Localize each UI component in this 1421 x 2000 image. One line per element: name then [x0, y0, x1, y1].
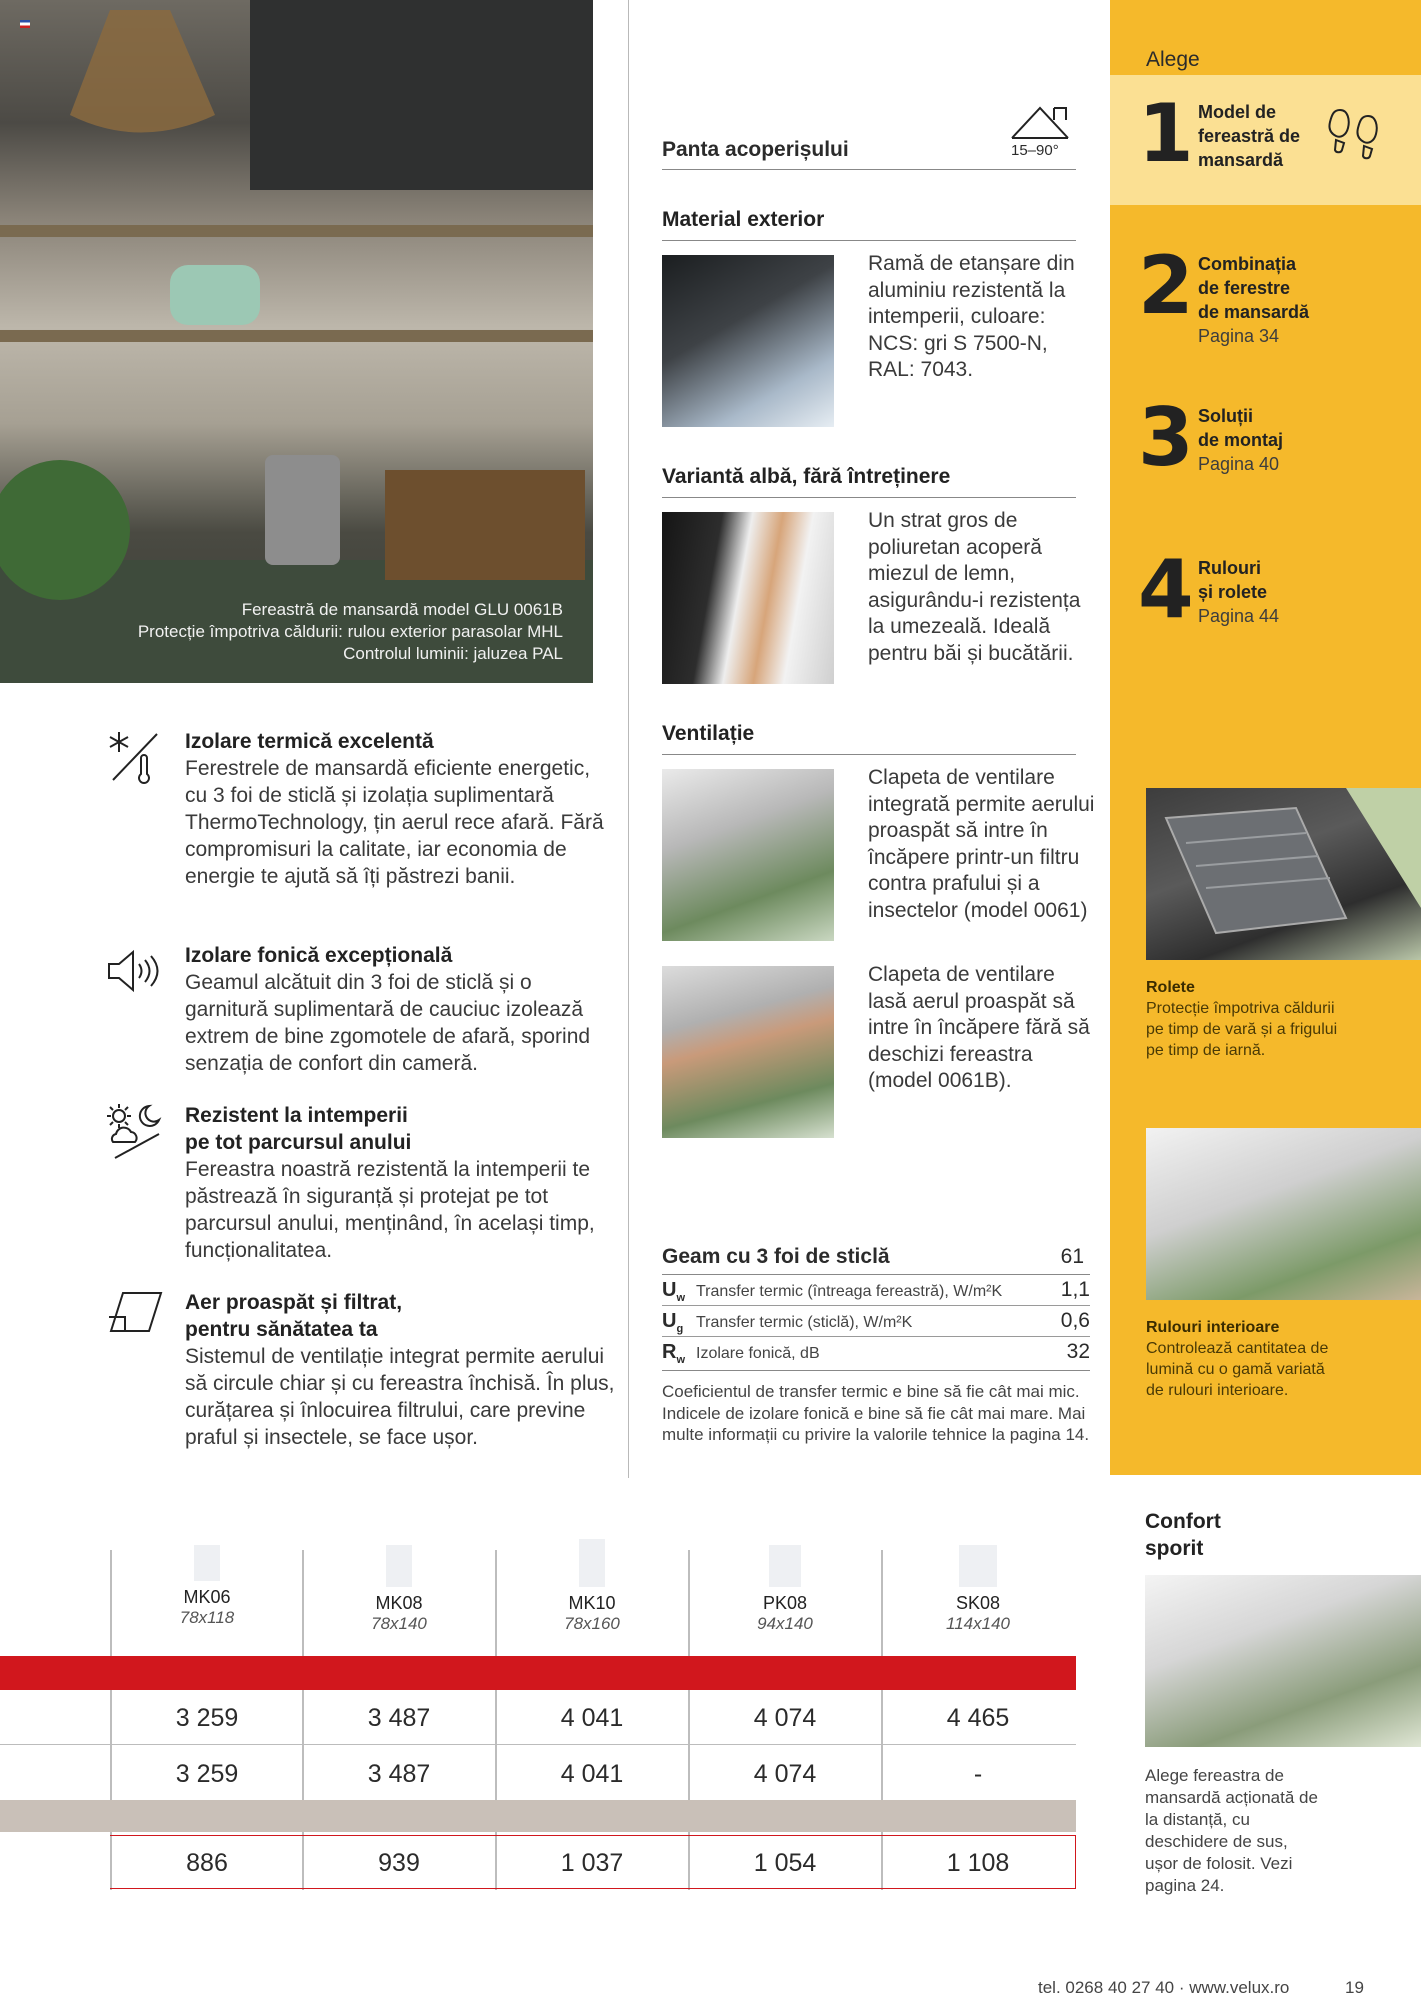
feature-title: Izolare termică excelentă [185, 730, 434, 753]
step-1[interactable]: 1 Model de fereastră de mansardă [1138, 100, 1418, 172]
price-cell: 4 041 [560, 1704, 624, 1732]
size-dimensions: 94x140 [757, 1614, 813, 1633]
price-cell: 3 259 [175, 1760, 239, 1788]
window-size-swatch [769, 1545, 801, 1587]
exterior-photo [662, 255, 834, 427]
feature-text: Geamul alcătuit din 3 foi de sticlă și o garnitură suplimentară de cauciuc izolează extrem de bine zgomotele de afară, sporind senzația de confort din cameră. [185, 971, 591, 1075]
rolete-block [1146, 978, 1346, 1061]
size-code: MK08 [375, 1593, 423, 1613]
feature-text: Fereastra noastră rezistentă la intemperii te păstrează în siguranță și protejat pe tot parcursul anului, menținând, în același timp, funcționalitatea. [185, 1158, 595, 1262]
price-cell: 3 259 [175, 1704, 239, 1732]
roof-pitch-label: Panta acoperișului [662, 138, 849, 161]
size-column [303, 1545, 495, 1634]
step-number: 1 [1138, 87, 1194, 180]
spec-value: 1,1 [1060, 1278, 1090, 1301]
flag-icon [20, 20, 30, 28]
hero-caption: Fereastră de mansardă model GLU 0061B Protecție împotriva căldurii: rulou exterior parasolar MHL Controlul luminii: jaluzea PAL [137, 600, 563, 663]
white-text: Un strat gros de poliuretan acoperă miezul de lemn, asigurându-i rezistența la umezeală. Ideală pentru băi și bucătării. [868, 509, 1081, 665]
price-cell: 4 074 [753, 1704, 817, 1732]
size-code: MK10 [568, 1593, 616, 1613]
step-3[interactable]: 3 Soluții de montaj Pagina 40 [1138, 404, 1418, 476]
feature-acoustic [105, 942, 615, 1077]
step-page: Pagina 34 [1198, 326, 1280, 346]
specs-heading: Geam cu 3 foi de sticlă [662, 1245, 890, 1268]
price-cell: 1 108 [946, 1849, 1010, 1877]
price-cell: 886 [186, 1849, 228, 1877]
footer-contact: tel. 0268 40 27 40 · www.velux.ro [1038, 1978, 1290, 1997]
spec-value: 32 [1066, 1340, 1090, 1363]
feature-text: Sistemul de ventilație integrat permite aerului să circule chiar și cu fereastra închisă. În plus, curățarea și înlocuirea filtrului, care previne praful și insectele, se face ușor. [185, 1345, 615, 1449]
price-row-3-values [0, 1835, 1076, 1890]
spec-row: $U_g$ Transfer termic (sticlă), W/m²K 0,6 [662, 1306, 1090, 1337]
speaker-icon [105, 942, 163, 1000]
price-row-2 [0, 1746, 1076, 1801]
feature-title: Izolare fonică excepțională [185, 944, 453, 967]
spec-label: Izolare fonică, dB [696, 1345, 820, 1362]
size-dimensions: 114x140 [946, 1614, 1010, 1633]
page-number: 19 [1345, 1978, 1364, 1997]
size-code: SK08 [955, 1593, 1001, 1613]
window-size-swatch [386, 1545, 412, 1587]
rolete-photo [1146, 788, 1421, 960]
roof-pitch [662, 98, 1076, 170]
price-cell: 1 037 [560, 1849, 624, 1877]
size-code: PK08 [762, 1593, 808, 1613]
spec-row: $R_w$ Izolare fonică, dB 32 [662, 1340, 1090, 1366]
price-cell: 4 074 [753, 1760, 817, 1788]
interior-block [1146, 1318, 1346, 1401]
size-code: MK06 [183, 1587, 231, 1607]
hero-photo [0, 0, 593, 683]
step-page: Pagina 40 [1198, 454, 1280, 474]
step-4[interactable]: 4 Rulouri și rolete Pagina 44 [1138, 556, 1418, 628]
white-variant-photo [662, 512, 834, 684]
ventilation-heading: Ventilație [662, 722, 1076, 755]
feature-title-2: pentru sănătatea ta [185, 1318, 378, 1341]
step-number: 2 [1138, 239, 1194, 332]
footsteps-icon [1326, 102, 1386, 160]
interior-title: Rulouri interioare [1146, 1319, 1280, 1336]
price-row-1 [0, 1690, 1076, 1745]
step-number: 4 [1138, 543, 1194, 636]
price-section-bar [0, 1800, 1076, 1832]
ventilation-photo-1 [662, 769, 834, 941]
feature-thermal [105, 728, 615, 890]
price-cell: 4 041 [560, 1760, 624, 1788]
size-dimensions: 78x160 [564, 1614, 620, 1633]
window-size-swatch [194, 1545, 220, 1581]
size-dimensions: 78x118 [179, 1608, 235, 1627]
price-cell: - [973, 1760, 983, 1788]
price-cell: 4 465 [946, 1704, 1010, 1732]
confort-text: Alege fereastra de mansardă acționată de la distanță, cu deschidere de sus, ușor de folosit. Vezi pagina 24. [1145, 1766, 1318, 1895]
interior-blind-photo [1146, 1128, 1421, 1300]
feature-title: Aer proaspăt și filtrat, [185, 1291, 403, 1314]
spec-value: 0,6 [1060, 1309, 1090, 1332]
specs-table [662, 1245, 1090, 1446]
confort-title: Confort sporit [1145, 1510, 1221, 1560]
size-column [689, 1545, 881, 1634]
exterior-text: Ramă de etanșare din aluminiu rezistentă la intemperii, culoare: NCS: gri S 7500-N, RAL: 7043. [868, 252, 1075, 381]
price-cell: 1 054 [753, 1849, 817, 1877]
ventilation-text-2: Clapeta de ventilare lasă aerul proaspăt să intre în încăpere fără să deschizi fereastra (model 0061B). [868, 963, 1090, 1092]
window-size-swatch [579, 1539, 605, 1587]
ventilation-text-1: Clapeta de ventilare integrată permite aerului proaspăt să intre în încăpere printr-un filtru contra prafului și a insectelor (model 0061) [868, 766, 1095, 922]
kitchen-illustration [0, 0, 593, 683]
interior-text: Controlează cantitatea de lumină cu o gamă variată de rulouri interioare. [1146, 1340, 1329, 1399]
air-filter-icon [105, 1289, 163, 1347]
specs-heading-value: 61 [1060, 1245, 1084, 1268]
roof-icon [1010, 102, 1070, 142]
feature-text: Ferestrele de mansardă eficiente energetic, cu 3 foi de sticlă și izolația suplimentară ThermoTechnology, țin aerul rece afară. Fără compromisuri la calitate, iar economia de energie te ajută să îți păstrezi banii. [185, 757, 604, 888]
confort-photo [1145, 1575, 1421, 1747]
snowflake-thermometer-icon [105, 728, 163, 786]
spec-row: $U_w$ Transfer termic (întreaga fereastră), W/m²K 1,1 [662, 1275, 1090, 1306]
size-column [496, 1545, 688, 1634]
feature-weather [105, 1102, 615, 1264]
spec-label: Transfer termic (sticlă), W/m²K [696, 1314, 913, 1331]
price-cell: 3 487 [367, 1704, 431, 1732]
price-header-bar [0, 1656, 1076, 1690]
spec-label: Transfer termic (întreaga fereastră), W/m²K [696, 1283, 1003, 1300]
exterior-heading: Material exterior [662, 208, 1076, 241]
feature-title-2: pe tot parcursul anului [185, 1131, 412, 1154]
column-divider [628, 0, 629, 1478]
feature-air [105, 1289, 615, 1451]
feature-title: Rezistent la intemperii [185, 1104, 408, 1127]
roof-shutter-illustration [1146, 788, 1421, 960]
rolete-text: Protecție împotriva căldurii pe timp de vară și a frigului pe timp de iarnă. [1146, 1000, 1338, 1059]
size-column [882, 1545, 1074, 1634]
specs-note: Coeficientul de transfer termic e bine să fie cât mai mic. Indicele de izolare fonică e bine să fie cât mai mare. Mai multe informații cu privire la valorile tehnice la pagina 14. [662, 1382, 1090, 1444]
price-cell: 939 [378, 1849, 420, 1877]
size-column [111, 1545, 303, 1628]
size-dimensions: 78x140 [371, 1614, 427, 1633]
sidebar-alege: Alege [1146, 48, 1200, 71]
ventilation-photo-2 [662, 966, 834, 1138]
white-heading: Variantă albă, fără întreținere [662, 465, 1076, 498]
rolete-title: Rolete [1146, 979, 1195, 996]
window-size-swatch [959, 1545, 997, 1587]
roof-pitch-range: 15–90° [1011, 142, 1059, 159]
step-page: Pagina 44 [1198, 606, 1280, 626]
step-2[interactable]: 2 Combinația de ferestre de mansardă Pagina 34 [1138, 252, 1418, 348]
price-cell: 3 487 [367, 1760, 431, 1788]
step-number: 3 [1138, 391, 1194, 484]
weather-icon [105, 1102, 163, 1160]
